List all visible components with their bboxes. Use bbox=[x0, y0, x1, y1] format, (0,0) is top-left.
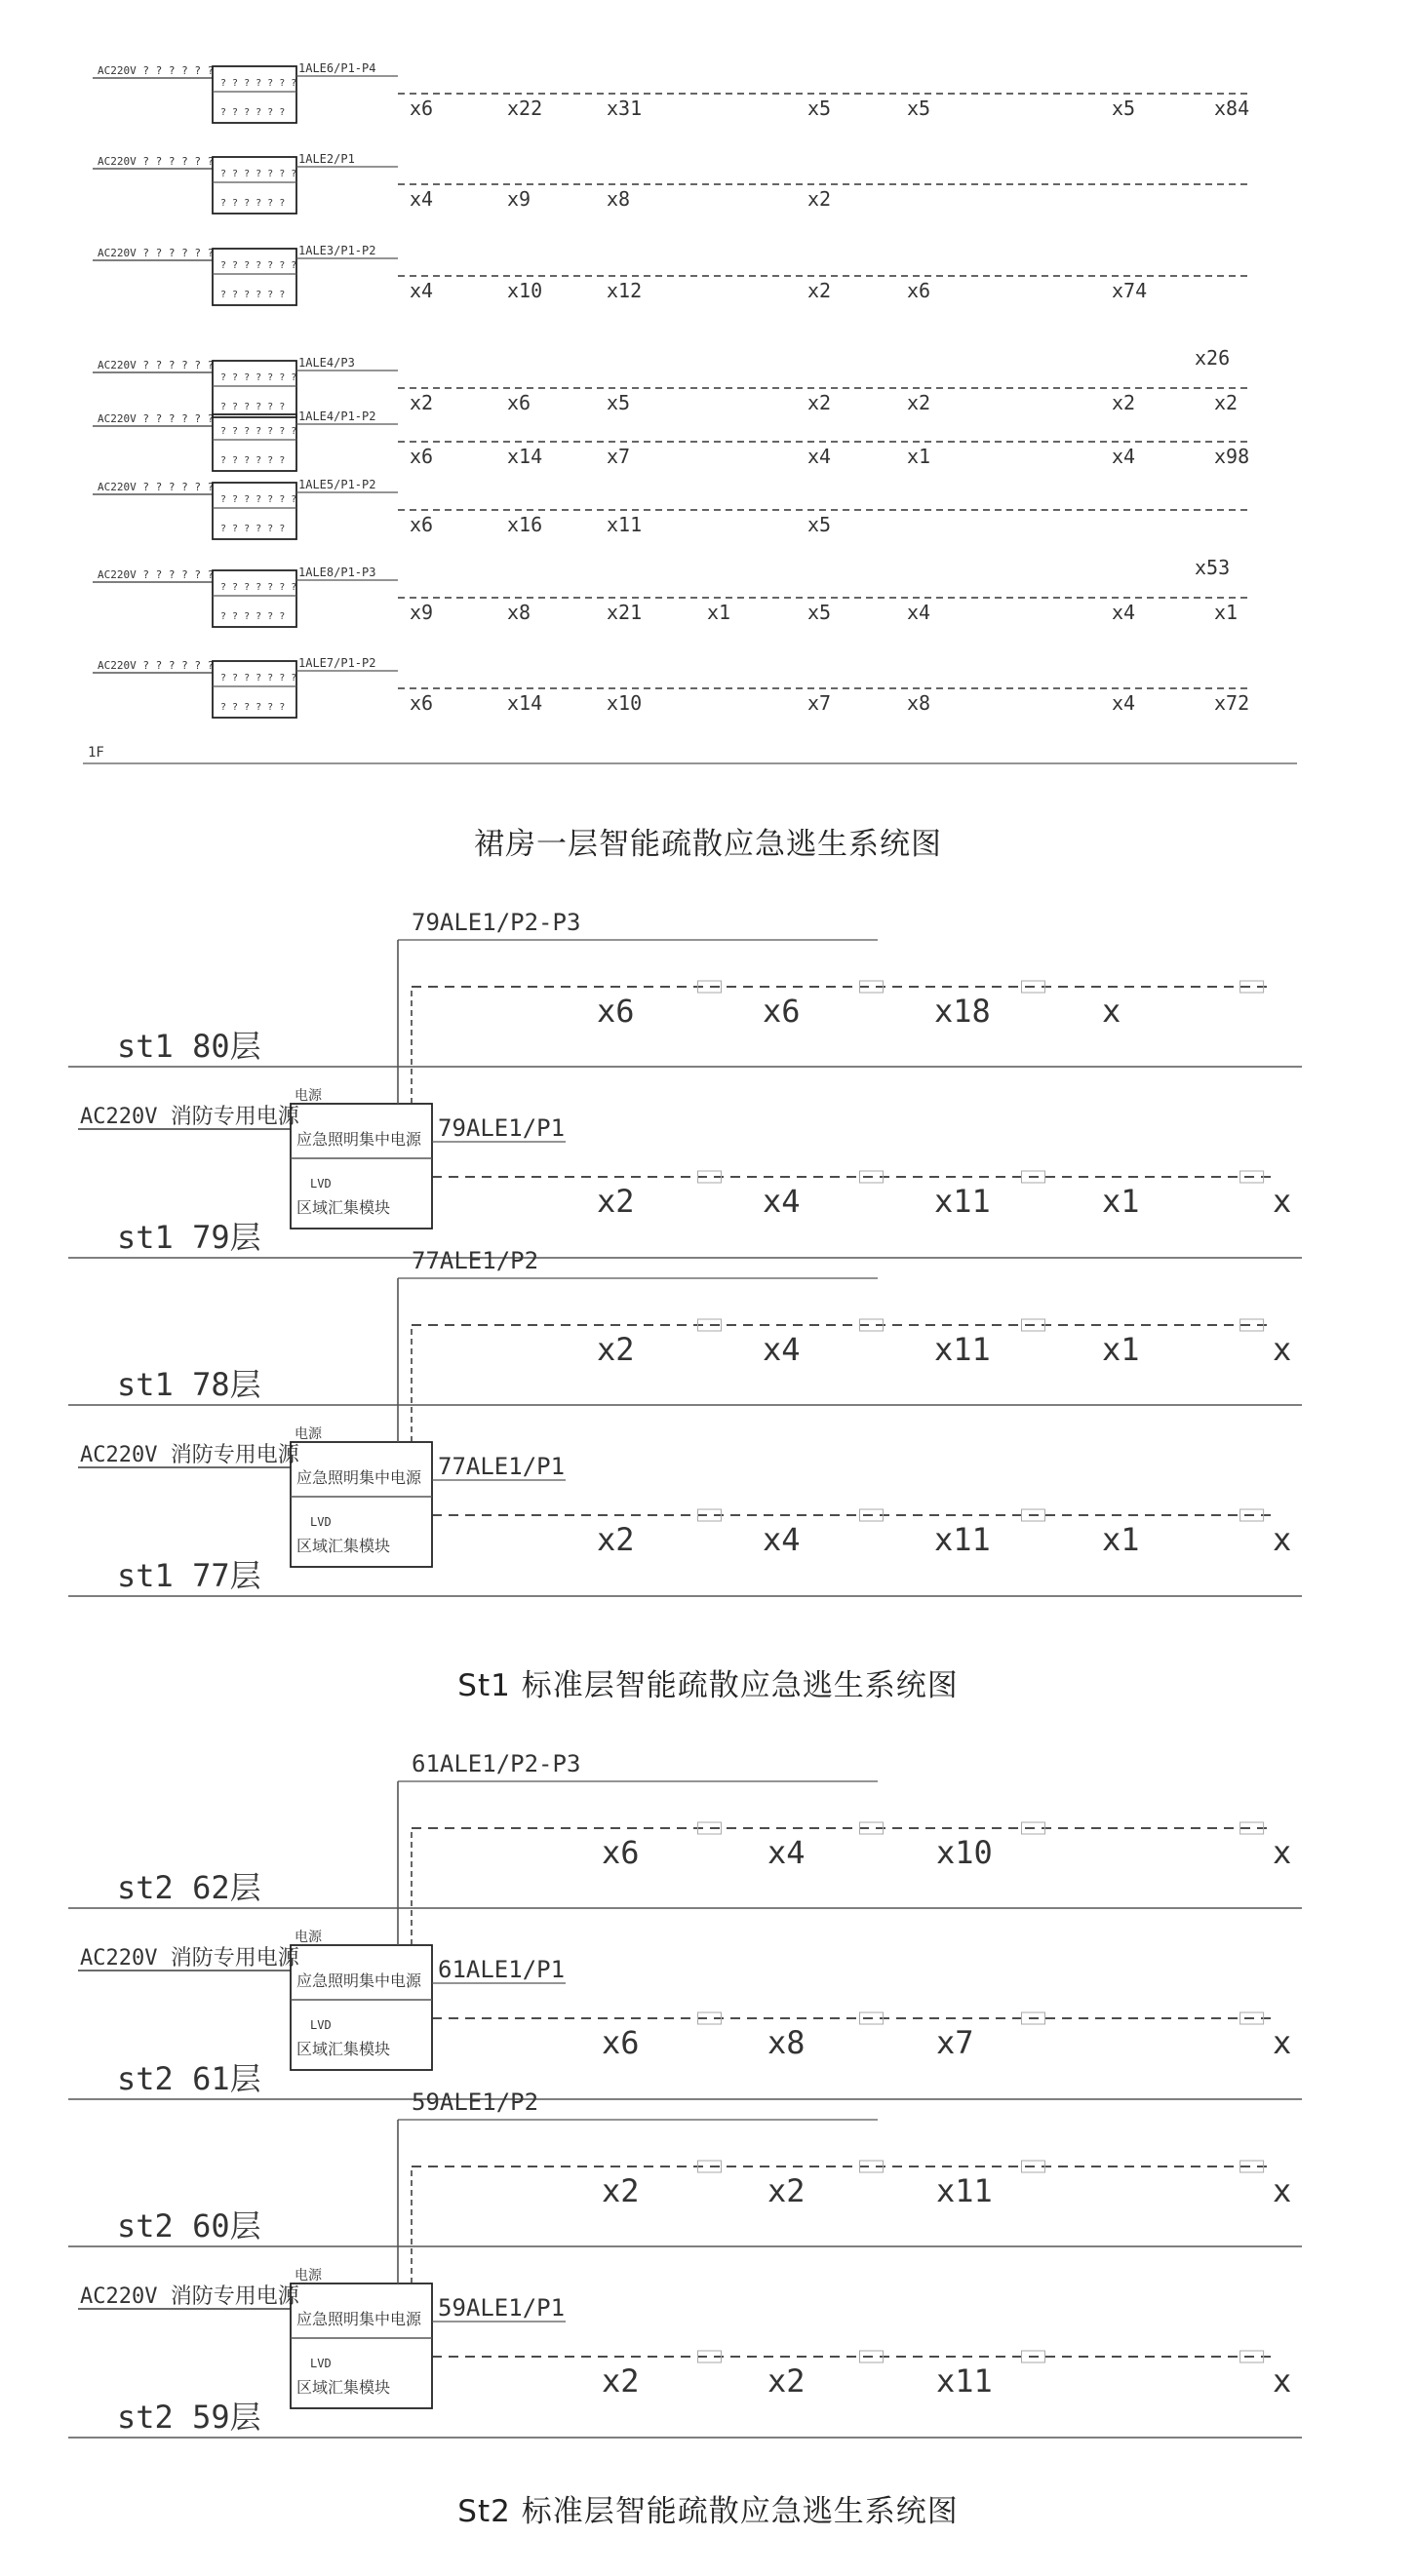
podium-feed-label: AC220V ? ? ? ? ? ? bbox=[98, 155, 215, 168]
st2-upper-fixture-count: x6 bbox=[602, 1834, 640, 1871]
podium-fixture-count: x1 bbox=[1214, 601, 1239, 624]
st2-lower-fixture-count: x6 bbox=[602, 2024, 640, 2061]
st2-box-corner-label: 电源 bbox=[295, 2268, 322, 2283]
st1-upper-fixture-count: x11 bbox=[934, 1331, 991, 1368]
podium-fixture-count: x16 bbox=[507, 513, 543, 536]
podium-panel-text: ? ? ? ? ? ? ? bbox=[220, 372, 297, 383]
podium-fixture-count: x2 bbox=[907, 391, 931, 414]
st1-box-top-label: 应急照明集中电源 bbox=[296, 1130, 422, 1149]
podium-fixture-count: x4 bbox=[1112, 445, 1136, 468]
st1-upper-fixture-count: x2 bbox=[597, 1331, 635, 1368]
podium-circuit-label: 1ALE5/P1-P2 bbox=[298, 478, 376, 491]
podium-extra-count: x53 bbox=[1195, 556, 1231, 579]
podium-circuit-label: 1ALE4/P3 bbox=[298, 356, 355, 370]
st2-lower-fixture-count: x bbox=[1273, 2362, 1292, 2400]
st1-lower-fixture-count: x4 bbox=[763, 1521, 801, 1558]
podium-feed-label: AC220V ? ? ? ? ? ? bbox=[98, 481, 215, 493]
podium-fixture-count: x2 bbox=[807, 391, 832, 414]
podium-fixture-count: x7 bbox=[607, 445, 631, 468]
podium-panel-text: ? ? ? ? ? ? ? bbox=[220, 426, 297, 437]
st1-upper-fixture-count: x6 bbox=[597, 993, 635, 1030]
podium-fixture-count: x5 bbox=[807, 97, 832, 120]
podium-panel-text: ? ? ? ? ? ? ? bbox=[220, 260, 297, 271]
st1-feed-label: AC220V 消防专用电源 bbox=[80, 1443, 299, 1467]
st2-box-corner-label: 电源 bbox=[295, 1930, 322, 1945]
podium-panel-text: ? ? ? ? ? ? ? bbox=[220, 673, 297, 683]
podium-fixture-count: x98 bbox=[1214, 445, 1250, 468]
st2-box-mid-label: LVD bbox=[310, 2357, 332, 2370]
st1-upper-circuit-label: 79ALE1/P2-P3 bbox=[412, 909, 581, 936]
st1-lower-fixture-count: x11 bbox=[934, 1521, 991, 1558]
podium-floor-label: 1F bbox=[88, 745, 104, 761]
st1-upper-circuit-label: 77ALE1/P2 bbox=[412, 1247, 539, 1274]
podium-circuit-label: 1ALE2/P1 bbox=[298, 152, 355, 166]
st2-lower-floor-label: st2 59层 bbox=[117, 2399, 261, 2436]
podium-fixture-count: x10 bbox=[507, 279, 543, 302]
st2-box-bottom-label: 区域汇集模块 bbox=[296, 2040, 391, 2058]
st1-box-mid-label: LVD bbox=[310, 1515, 332, 1529]
podium-fixture-count: x1 bbox=[907, 445, 931, 468]
st1-box-mid-label: LVD bbox=[310, 1177, 332, 1190]
podium-fixture-count: x6 bbox=[907, 279, 931, 302]
st1-caption: St1 标准层智能疏散应急逃生系统图 bbox=[457, 1668, 959, 1703]
podium-fixture-count: x6 bbox=[507, 391, 531, 414]
podium-fixture-count: x4 bbox=[907, 601, 931, 624]
podium-circuit-label: 1ALE4/P1-P2 bbox=[298, 410, 376, 423]
st2-lower-fixture-count: x bbox=[1273, 2024, 1292, 2061]
st1-lower-circuit-label: 79ALE1/P1 bbox=[438, 1114, 566, 1142]
podium-panel-text: ? ? ? ? ? ? bbox=[220, 455, 286, 466]
st1-upper-fixture-count: x18 bbox=[934, 993, 991, 1030]
st2-lower-fixture-count: x7 bbox=[936, 2024, 974, 2061]
podium-fixture-count: x14 bbox=[507, 691, 543, 715]
podium-fixture-count: x14 bbox=[507, 445, 543, 468]
st1-upper-floor-label: st1 78层 bbox=[117, 1366, 261, 1403]
podium-caption: 裙房一层智能疏散应急逃生系统图 bbox=[474, 827, 942, 862]
podium-fixture-count: x5 bbox=[807, 513, 832, 536]
st1-lower-circuit-label: 77ALE1/P1 bbox=[438, 1453, 566, 1480]
podium-fixture-count: x6 bbox=[410, 97, 434, 120]
st2-box-top-label: 应急照明集中电源 bbox=[296, 2310, 422, 2328]
st2-upper-floor-label: st2 60层 bbox=[117, 2207, 261, 2244]
st2-upper-floor-label: st2 62层 bbox=[117, 1869, 261, 1906]
podium-fixture-count: x4 bbox=[410, 187, 434, 211]
podium-fixture-count: x2 bbox=[807, 187, 832, 211]
podium-fixture-count: x11 bbox=[607, 513, 643, 536]
podium-fixture-count: x9 bbox=[410, 601, 434, 624]
st2-box-mid-label: LVD bbox=[310, 2018, 332, 2032]
podium-fixture-count: x5 bbox=[1112, 97, 1136, 120]
st2-feed-label: AC220V 消防专用电源 bbox=[80, 2284, 299, 2309]
st2-caption: St2 标准层智能疏散应急逃生系统图 bbox=[457, 2494, 959, 2529]
st2-box-bottom-label: 区域汇集模块 bbox=[296, 2378, 391, 2397]
podium-fixture-count: x74 bbox=[1112, 279, 1148, 302]
podium-fixture-count: x9 bbox=[507, 187, 531, 211]
st2-upper-fixture-count: x4 bbox=[767, 1834, 806, 1871]
podium-fixture-count: x72 bbox=[1214, 691, 1250, 715]
podium-fixture-count: x4 bbox=[1112, 601, 1136, 624]
podium-panel-text: ? ? ? ? ? ? bbox=[220, 611, 286, 622]
st1-lower-fixture-count: x bbox=[1273, 1183, 1292, 1220]
podium-fixture-count: x5 bbox=[907, 97, 931, 120]
podium-extra-count: x26 bbox=[1195, 346, 1231, 370]
st1-lower-fixture-count: x2 bbox=[597, 1183, 635, 1220]
podium-panel-text: ? ? ? ? ? ? bbox=[220, 198, 286, 209]
st2-box-top-label: 应急照明集中电源 bbox=[296, 1971, 422, 1990]
st1-lower-fixture-count: x4 bbox=[763, 1183, 801, 1220]
st1-box-bottom-label: 区域汇集模块 bbox=[296, 1537, 391, 1555]
podium-circuit-label: 1ALE7/P1-P2 bbox=[298, 656, 376, 670]
podium-fixture-count: x2 bbox=[1214, 391, 1239, 414]
podium-fixture-count: x2 bbox=[807, 279, 832, 302]
podium-fixture-count: x10 bbox=[607, 691, 643, 715]
podium-fixture-count: x6 bbox=[410, 691, 434, 715]
st2-upper-fixture-count: x2 bbox=[602, 2172, 640, 2209]
podium-panel-text: ? ? ? ? ? ? ? bbox=[220, 78, 297, 89]
podium-fixture-count: x1 bbox=[707, 601, 731, 624]
podium-fixture-count: x2 bbox=[1112, 391, 1136, 414]
podium-panel-text: ? ? ? ? ? ? ? bbox=[220, 582, 297, 593]
st2-upper-fixture-count: x11 bbox=[936, 2172, 993, 2209]
st2-lower-fixture-count: x2 bbox=[602, 2362, 640, 2400]
podium-fixture-count: x8 bbox=[607, 187, 631, 211]
podium-feed-label: AC220V ? ? ? ? ? ? bbox=[98, 247, 215, 259]
podium-feed-label: AC220V ? ? ? ? ? ? bbox=[98, 659, 215, 672]
st2-lower-circuit-label: 59ALE1/P1 bbox=[438, 2294, 566, 2322]
podium-fixture-count: x5 bbox=[607, 391, 631, 414]
podium-fixture-count: x4 bbox=[410, 279, 434, 302]
podium-feed-label: AC220V ? ? ? ? ? ? bbox=[98, 64, 215, 77]
podium-fixture-count: x84 bbox=[1214, 97, 1250, 120]
podium-fixture-count: x7 bbox=[807, 691, 832, 715]
podium-fixture-count: x6 bbox=[410, 445, 434, 468]
st1-box-corner-label: 电源 bbox=[295, 1088, 322, 1104]
podium-fixture-count: x12 bbox=[607, 279, 643, 302]
podium-circuit-label: 1ALE3/P1-P2 bbox=[298, 244, 376, 257]
podium-fixture-count: x22 bbox=[507, 97, 543, 120]
podium-fixture-count: x4 bbox=[807, 445, 832, 468]
st1-upper-fixture-count: x6 bbox=[763, 993, 801, 1030]
st1-lower-floor-label: st1 79层 bbox=[117, 1219, 261, 1256]
st1-feed-label: AC220V 消防专用电源 bbox=[80, 1105, 299, 1129]
podium-fixture-count: x8 bbox=[507, 601, 531, 624]
podium-feed-label: AC220V ? ? ? ? ? ? bbox=[98, 412, 215, 425]
st1-lower-fixture-count: x bbox=[1273, 1521, 1292, 1558]
podium-fixture-count: x31 bbox=[607, 97, 643, 120]
st2-upper-circuit-label: 59ALE1/P2 bbox=[412, 2088, 539, 2116]
st2-lower-fixture-count: x2 bbox=[767, 2362, 806, 2400]
podium-fixture-count: x21 bbox=[607, 601, 643, 624]
podium-panel-text: ? ? ? ? ? ? bbox=[220, 524, 286, 534]
st1-upper-fixture-count: x1 bbox=[1102, 1331, 1140, 1368]
podium-panel-text: ? ? ? ? ? ? bbox=[220, 290, 286, 300]
podium-panel-text: ? ? ? ? ? ? bbox=[220, 107, 286, 118]
st1-lower-floor-label: st1 77层 bbox=[117, 1557, 261, 1594]
podium-panel-text: ? ? ? ? ? ? bbox=[220, 702, 286, 713]
st2-lower-fixture-count: x8 bbox=[767, 2024, 806, 2061]
st1-box-corner-label: 电源 bbox=[295, 1426, 322, 1442]
st2-lower-fixture-count: x11 bbox=[936, 2362, 993, 2400]
st2-lower-circuit-label: 61ALE1/P1 bbox=[438, 1956, 566, 1983]
st1-upper-floor-label: st1 80层 bbox=[117, 1028, 261, 1065]
podium-circuit-label: 1ALE8/P1-P3 bbox=[298, 566, 376, 579]
st2-lower-floor-label: st2 61层 bbox=[117, 2060, 261, 2097]
podium-fixture-count: x6 bbox=[410, 513, 434, 536]
st1-lower-fixture-count: x2 bbox=[597, 1521, 635, 1558]
st2-upper-circuit-label: 61ALE1/P2-P3 bbox=[412, 1750, 581, 1777]
st2-feed-label: AC220V 消防专用电源 bbox=[80, 1946, 299, 1971]
st1-lower-fixture-count: x1 bbox=[1102, 1183, 1140, 1220]
st1-upper-fixture-count: x bbox=[1102, 993, 1121, 1030]
podium-fixture-count: x2 bbox=[410, 391, 434, 414]
st1-box-bottom-label: 区域汇集模块 bbox=[296, 1198, 391, 1217]
st2-upper-fixture-count: x10 bbox=[936, 1834, 993, 1871]
st1-lower-fixture-count: x11 bbox=[934, 1183, 991, 1220]
podium-fixture-count: x5 bbox=[807, 601, 832, 624]
podium-panel-text: ? ? ? ? ? ? ? bbox=[220, 494, 297, 505]
st1-upper-fixture-count: x4 bbox=[763, 1331, 801, 1368]
podium-fixture-count: x8 bbox=[907, 691, 931, 715]
podium-feed-label: AC220V ? ? ? ? ? ? bbox=[98, 568, 215, 581]
podium-circuit-label: 1ALE6/P1-P4 bbox=[298, 61, 376, 75]
podium-panel-text: ? ? ? ? ? ? ? bbox=[220, 169, 297, 179]
st2-upper-fixture-count: x bbox=[1273, 2172, 1292, 2209]
st2-upper-fixture-count: x bbox=[1273, 1834, 1292, 1871]
st2-upper-fixture-count: x2 bbox=[767, 2172, 806, 2209]
podium-feed-label: AC220V ? ? ? ? ? ? bbox=[98, 359, 215, 371]
st1-upper-fixture-count: x bbox=[1273, 1331, 1292, 1368]
podium-panel-text: ? ? ? ? ? ? bbox=[220, 402, 286, 412]
podium-fixture-count: x4 bbox=[1112, 691, 1136, 715]
st1-lower-fixture-count: x1 bbox=[1102, 1521, 1140, 1558]
st1-box-top-label: 应急照明集中电源 bbox=[296, 1468, 422, 1487]
